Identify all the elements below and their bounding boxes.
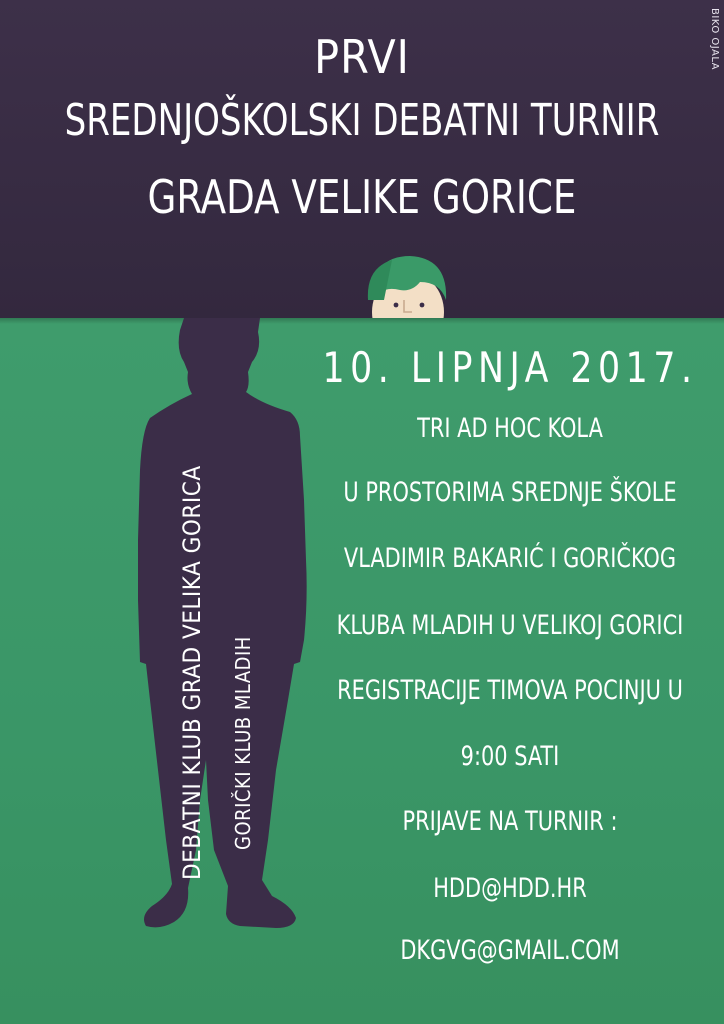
contact-email-2[interactable]: DKGVG@GMAIL.COM [400, 935, 620, 966]
info-registration: REGISTRACIJE TIMOVA POCINJU U [337, 675, 683, 706]
event-date: 10. LIPNJA 2017. [322, 343, 698, 392]
contact-email-1[interactable]: HDD@HDD.HR [433, 873, 587, 904]
info-venue-1: U PROSTORIMA SREDNJE ŠKOLE [343, 477, 677, 508]
info-venue-3: KLUBA MLADIH U VELIKOJ GORICI [336, 610, 684, 641]
title-line-3: GRADA VELIKE GORICE [147, 170, 577, 224]
title-line-2: SREDNJOŠKOLSKI DEBATNI TURNIR [64, 95, 660, 146]
info-time: 9:00 SATI [460, 741, 560, 772]
organizer-debate-club: DEBATNI KLUB GRAD VELIKA GORICA [178, 465, 206, 880]
artist-credit: BIKO OJALA [709, 8, 720, 70]
info-rounds: TRI AD HOC KOLA [417, 413, 603, 444]
title-line-1: PRVI [314, 30, 410, 84]
info-venue-2: VLADIMIR BAKARIĆ I GORIČKOG [343, 543, 677, 574]
info-applications: PRIJAVE NA TURNIR : [402, 806, 618, 837]
organizer-youth-club: GORIČKI KLUB MLADIH [231, 636, 255, 850]
